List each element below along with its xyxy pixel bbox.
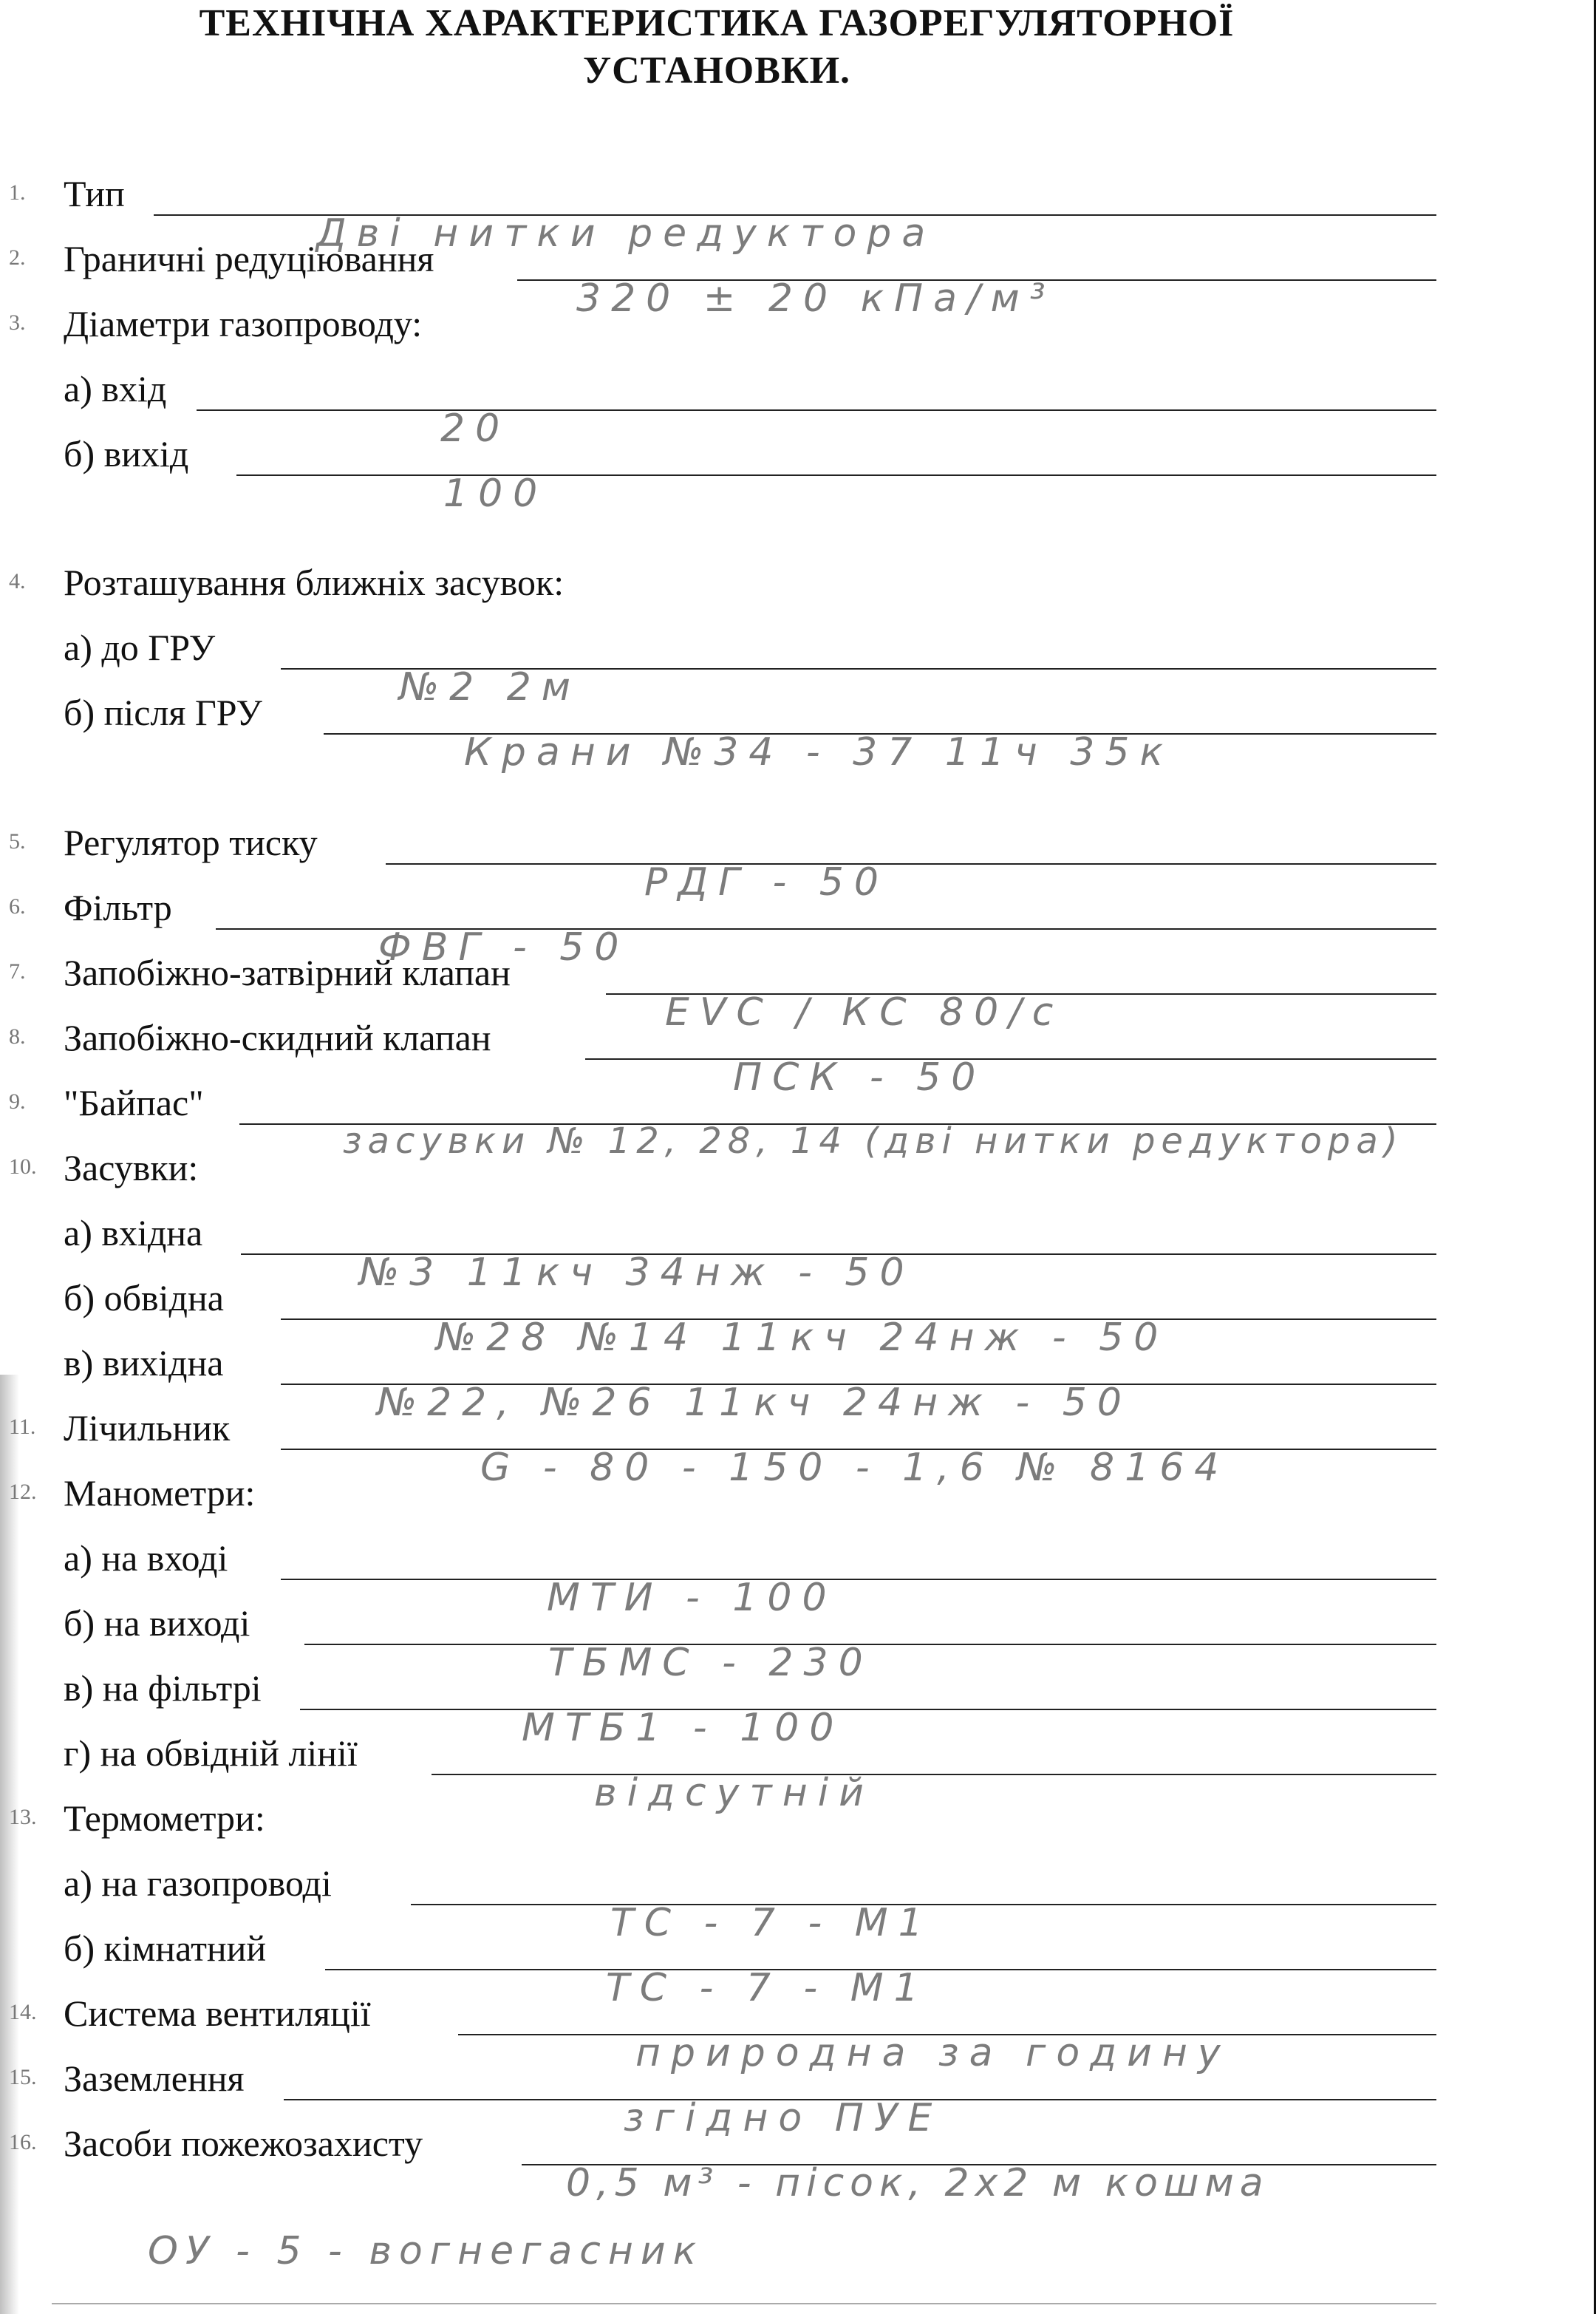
field-label: Запобіжно-скидний клапан (64, 1017, 491, 1058)
item-number: 13. (9, 1805, 37, 1829)
field-label: а) до ГРУ (64, 627, 216, 668)
field-gauge-outlet (0, 1596, 1596, 1685)
fill-line[interactable] (241, 1250, 1436, 1295)
handwritten-value: РДГ - 50 (644, 860, 889, 905)
fill-line[interactable] (606, 990, 1436, 1035)
field-valve-bypass (0, 1271, 1596, 1360)
document-title-line1: ТЕХНІЧНА ХАРАКТЕРИСТИКА ГАЗОРЕГУЛЯТОРНОЇ (199, 2, 1235, 44)
fill-line[interactable] (154, 211, 1436, 256)
handwritten-value: №3 11кч 34нж - 50 (359, 1250, 915, 1295)
field-label: Термометри: (64, 1797, 265, 1839)
field-pressure-regulator (0, 816, 1596, 905)
handwritten-value: природна за годину (635, 2031, 1231, 2075)
fill-line[interactable] (281, 665, 1436, 709)
fill-line[interactable] (236, 472, 1436, 516)
document-title-line2: УСТАНОВКИ. (582, 50, 851, 92)
field-label: Регулятор тиску (64, 822, 318, 863)
item-number: 14. (9, 2000, 37, 2024)
field-shutoff-valve (0, 946, 1596, 1035)
handwritten-value: №2 2м (399, 665, 582, 709)
field-valve-outlet (0, 1336, 1596, 1425)
item-number: 12. (9, 1480, 37, 1504)
field-pressure-gauges (0, 1466, 1596, 1525)
fill-line[interactable] (458, 2031, 1436, 2075)
field-label: а) вхідна (64, 1212, 203, 1253)
field-pipe-diameters (0, 297, 1596, 356)
handwritten-value: відсутній (594, 1771, 874, 1815)
field-label: а) на газопроводі (64, 1862, 332, 1904)
item-number: 4. (9, 569, 26, 593)
item-number: 1. (9, 180, 26, 205)
field-grounding (0, 2052, 1596, 2140)
fill-line[interactable] (284, 2096, 1436, 2140)
handwritten-value: №28 №14 11кч 24нж - 50 (436, 1316, 1169, 1360)
field-label: Засувки: (64, 1147, 199, 1188)
field-label: Засоби пожежозахисту (64, 2123, 423, 2164)
field-before-gru (0, 621, 1596, 709)
field-type (0, 167, 1596, 256)
item-number: 15. (9, 2065, 37, 2089)
fill-line[interactable] (281, 1576, 1436, 1620)
field-after-gru (0, 686, 1596, 775)
handwritten-value: G - 80 - 150 - 1,6 № 8164 (480, 1446, 1230, 1490)
handwritten-value: згідно ПУЕ (624, 2096, 943, 2140)
field-label: в) на фільтрі (64, 1667, 262, 1709)
field-label: б) обвідна (64, 1277, 224, 1318)
field-label: "Байпас" (64, 1082, 204, 1123)
fill-line[interactable] (197, 406, 1436, 451)
field-label: Система вентиляції (64, 1993, 371, 2034)
fill-line[interactable] (300, 1706, 1436, 1750)
field-label: а) на вході (64, 1537, 228, 1579)
handwritten-value: ПСК - 50 (733, 1055, 986, 1100)
handwritten-value: 20 (440, 406, 511, 451)
handwritten-value: 100 (443, 472, 548, 516)
handwritten-value: ТБМС - 230 (548, 1641, 873, 1685)
field-gauge-bypass-line (0, 1726, 1596, 1815)
handwritten-value: ТС - 7 - М1 (606, 1966, 929, 2010)
field-label: Заземлення (64, 2058, 245, 2099)
field-thermometers (0, 1791, 1596, 1851)
field-label: Діаметри газопроводу: (64, 303, 423, 344)
handwritten-value: Дві нитки редуктора (316, 211, 936, 256)
field-thermometer-pipe (0, 1857, 1596, 1945)
fill-line[interactable] (281, 1446, 1436, 1490)
fill-line[interactable] (325, 1966, 1436, 2010)
field-gauge-filter (0, 1661, 1596, 1750)
field-label: б) після ГРУ (64, 692, 262, 733)
handwritten-value: №22, №26 11кч 24нж - 50 (377, 1381, 1132, 1425)
fill-line[interactable] (517, 276, 1436, 321)
field-gauge-inlet (0, 1531, 1596, 1620)
field-bypass (0, 1076, 1596, 1162)
field-label: Граничні редуціювання (64, 238, 434, 279)
fill-line[interactable] (216, 925, 1436, 970)
handwritten-value: Крани №34 - 37 11ч 35к (464, 730, 1173, 775)
handwritten-value: ОУ - 5 - вогнегасник (148, 2229, 704, 2273)
field-label: Тип (64, 173, 125, 214)
fill-line[interactable] (432, 1771, 1436, 1815)
field-filter (0, 881, 1596, 970)
field-valve-inlet (0, 1206, 1596, 1295)
fill-line[interactable] (411, 1901, 1436, 1945)
item-number: 9. (9, 1089, 26, 1114)
field-meter (0, 1401, 1596, 1490)
field-ventilation (0, 1987, 1596, 2075)
field-label: Запобіжно-затвірний клапан (64, 952, 511, 993)
field-fire-protection-cont (0, 2182, 1596, 2273)
field-valves (0, 1141, 1596, 1200)
handwritten-value: 0,5 м³ - пісок, 2х2 м кошма (566, 2161, 1269, 2205)
item-number: 16. (9, 2130, 37, 2154)
item-number: 7. (9, 959, 26, 984)
handwritten-value: EVC / КС 80/с (665, 990, 1064, 1035)
field-label: б) на виході (64, 1602, 250, 1644)
field-diameter-inlet (0, 362, 1596, 451)
field-reduction-limits (0, 232, 1596, 321)
item-number: 10. (9, 1154, 37, 1179)
item-number: 2. (9, 245, 26, 270)
handwritten-value: ФВГ - 50 (378, 925, 630, 970)
fill-line[interactable] (386, 860, 1436, 905)
handwritten-value: засувки № 12, 28, 14 (дві нитки редуктора) (343, 1120, 1404, 1162)
field-label: Фільтр (64, 887, 172, 928)
field-label: Манометри: (64, 1472, 256, 1514)
handwritten-value: ТС - 7 - М1 (610, 1901, 933, 1945)
fill-line[interactable] (324, 730, 1436, 775)
bottom-rule (52, 2303, 1436, 2304)
field-label: Розташування ближніх засувок: (64, 562, 565, 603)
field-label: г) на обвідній лінії (64, 1732, 358, 1774)
fill-line[interactable] (281, 1316, 1436, 1360)
field-thermometer-room (0, 1922, 1596, 2010)
fill-line[interactable] (585, 1055, 1436, 1100)
field-label: Лічильник (64, 1407, 231, 1449)
fill-line[interactable] (281, 1381, 1436, 1425)
item-number: 5. (9, 829, 26, 854)
field-label: б) вихід (64, 433, 189, 474)
field-relief-valve (0, 1011, 1596, 1100)
field-fire-protection (0, 2117, 1596, 2205)
item-number: 8. (9, 1024, 26, 1049)
field-label: б) кімнатний (64, 1927, 267, 1969)
item-number: 6. (9, 894, 26, 919)
fill-line[interactable] (239, 1120, 1436, 1162)
field-diameter-outlet (0, 427, 1596, 516)
field-label: а) вхід (64, 368, 167, 409)
item-number: 11. (9, 1415, 36, 1439)
handwritten-value: 320 ± 20 кПа/м³ (576, 276, 1056, 321)
fill-line[interactable] (522, 2161, 1436, 2205)
field-valve-location (0, 556, 1596, 615)
field-label: в) вихідна (64, 1342, 224, 1384)
fill-line[interactable] (304, 1641, 1436, 1685)
handwritten-value: МТИ - 100 (547, 1576, 837, 1620)
handwritten-value: МТБ1 - 100 (522, 1706, 845, 1750)
item-number: 3. (9, 310, 26, 335)
